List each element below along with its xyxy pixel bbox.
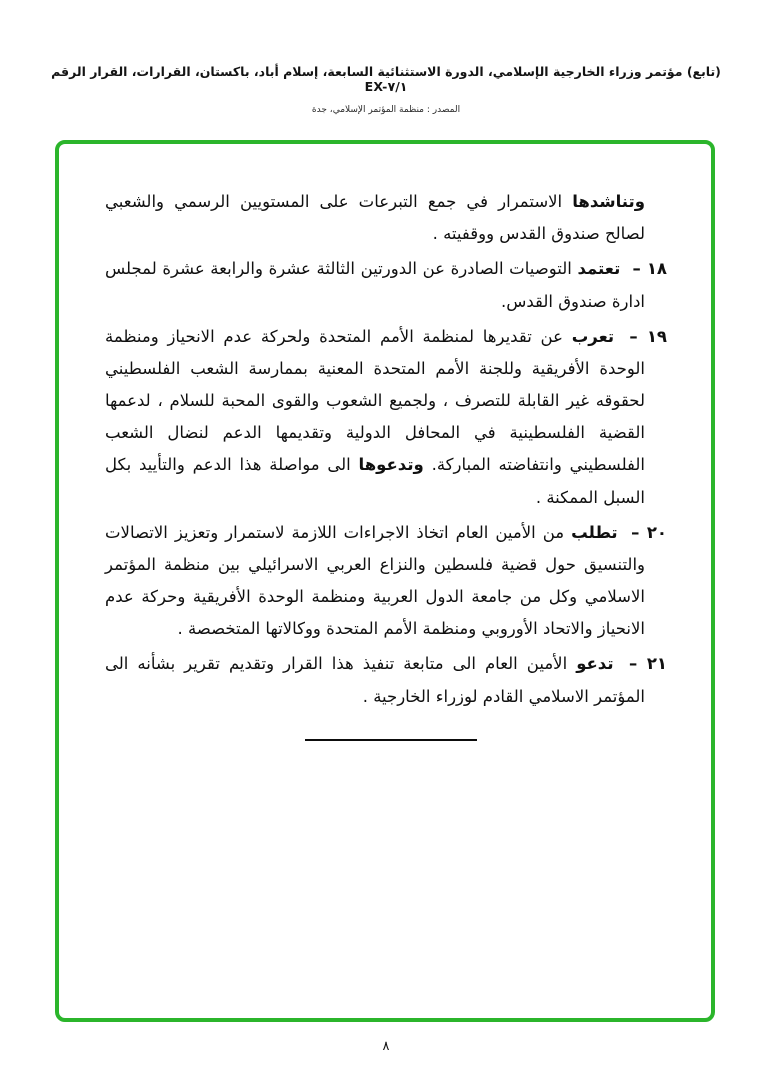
paragraph-text: التوصيات الصادرة عن الدورتين الثالثة عشرة والرابعة عشرة لمجلس ادارة صندوق القدس.	[105, 259, 645, 311]
paragraph	[105, 186, 667, 250]
paragraph-text: الاستمرار في جمع التبرعات على المستويين الرسمي والشعبي لصالح صندوق القدس ووقفيته .	[105, 192, 645, 244]
paragraph	[105, 321, 667, 514]
end-divider	[305, 739, 477, 741]
paragraph	[105, 648, 667, 712]
paragraph-text: الى مواصلة هذا الدعم والتأييد بكل السبل الممكنة .	[105, 455, 645, 507]
header-source-line: المصدر : منظمة المؤتمر الإسلامي، جدة	[311, 105, 461, 115]
paragraph-lead-word: تطلب	[571, 522, 618, 542]
paragraph-number: ١٨ –	[626, 259, 667, 279]
paragraph	[105, 253, 667, 317]
paragraph-number: ٢١ –	[619, 654, 667, 674]
resolution-body	[59, 144, 711, 713]
document-header	[0, 64, 772, 115]
paragraph-lead-word: وتناشدها	[572, 192, 645, 211]
paragraph	[105, 517, 667, 646]
paragraph-number: ١٩ –	[620, 326, 667, 346]
header-title-text: (تابع) مؤتمر وزراء الخارجية الإسلامي، الدورة الاستثنائية السابعة، إسلام أباد، باكستان، القرارات، القرار الرقم	[51, 64, 721, 79]
header-title-line	[0, 64, 772, 94]
paragraph-lead-word: تعرب	[571, 326, 615, 346]
content-frame	[55, 140, 715, 1022]
paragraph-lead-word: وتدعوها	[358, 455, 424, 475]
paragraph-text: من الأمين العام اتخاذ الاجراءات اللازمة لاستمرار وتعزيز الاتصالات والتنسيق حول قضية فلسطين والنزاع العربي الاسرائيلي بين منظمة المؤتمر الاسلامي وكل من جامعة الدول العربية ومنظمة الوحدة الأفريقية وحركة عدم الانحياز والاتحاد الأوروبي ومنظمة الأمم المتحدة ووكالاتها المتخصصة .	[105, 522, 645, 639]
paragraph-lead-word: تدعو	[576, 654, 614, 674]
page-number: ٨	[382, 1039, 390, 1054]
resolution-ref-code: EX-٧/١	[364, 79, 408, 94]
paragraph-number: ٢٠ –	[623, 522, 667, 542]
paragraph-lead-word: تعتمد	[577, 259, 621, 279]
paragraph-text: عن تقديرها لمنظمة الأمم المتحدة ولحركة عدم الانحياز ومنظمة الوحدة الأفريقية وللجنة الأمم المتحدة المعنية بممارسة الشعب الفلسطيني لحقوقه غير القابلة للتصرف ، ولجميع الشعوب والقوى المحبة للسلام ، لدعمها القضية الفلسطينية في المحافل الدولية وتقديمها الدعم لنضال الشعب الفلسطيني وانتفاضته المباركة.	[105, 326, 645, 475]
paragraph-text: الأمين العام الى متابعة تنفيذ هذا القرار وتقديم تقرير بشأنه الى المؤتمر الاسلامي القادم لوزراء الخارجية .	[105, 654, 645, 706]
